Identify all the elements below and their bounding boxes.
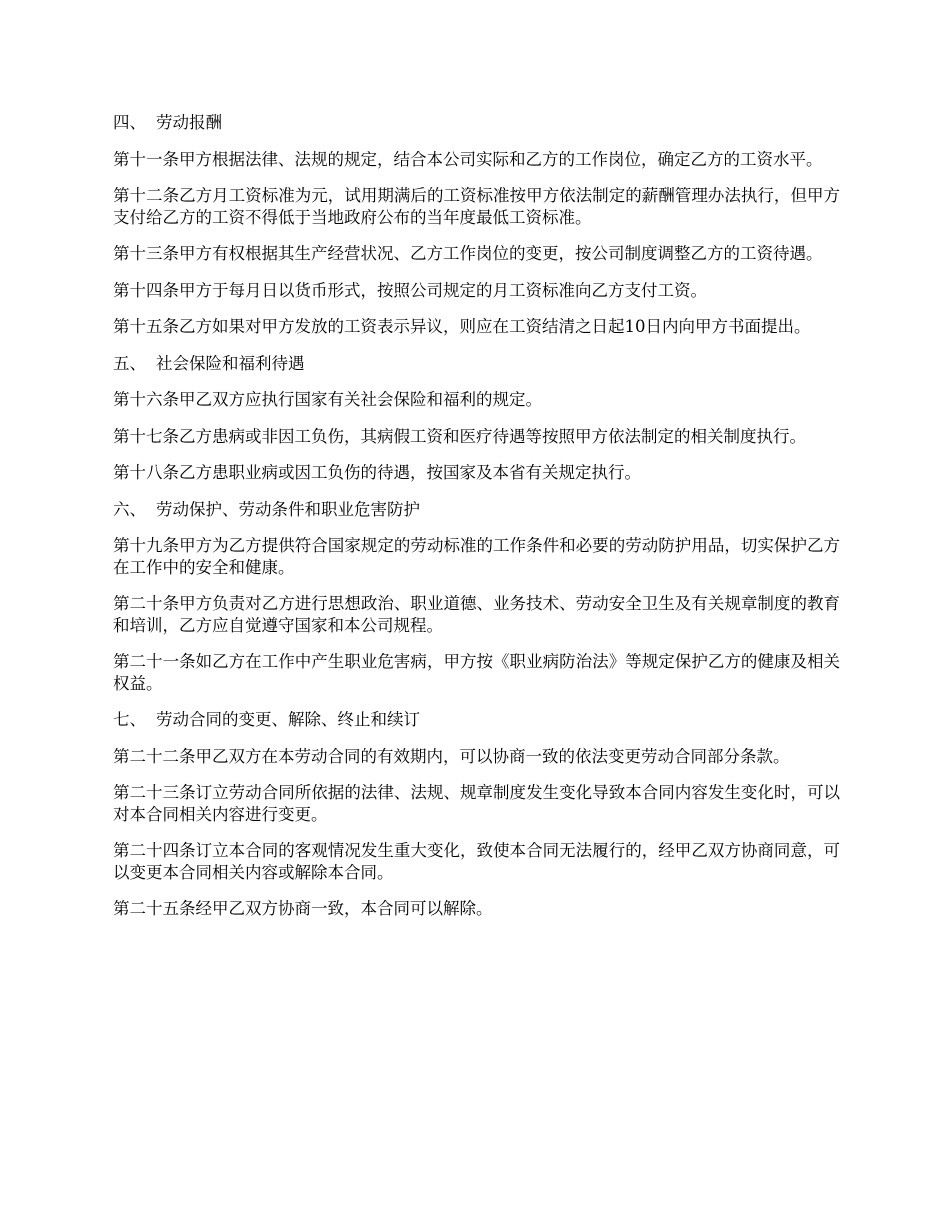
article-22: 第二十二条甲乙双方在本劳动合同的有效期内，可以协商一致的依法变更劳动合同部分条款。 [113,746,790,766]
article-24: 第二十四条订立本合同的客观情况发生重大变化，致使本合同无法履行的，经甲乙双方协商同意，可以变更本合同相关内容或解除本合同。 [113,841,840,882]
article-17: 第十七条乙方患病或非因工负伤，其病假工资和医疗待遇等按照甲方依法制定的相关制度执行。 [113,426,806,446]
section-title: 劳动保护、劳动条件和职业危害防护 [156,499,420,519]
section-heading-7 [113,709,840,731]
article-11: 第十一条甲方根据法律、法规的规定，结合本公司实际和乙方的工作岗位，确定乙方的工资水平。 [113,149,823,169]
article-25: 第二十五条经甲乙双方协商一致，本合同可以解除。 [113,899,493,918]
section-number: 七、 [113,710,146,729]
article-14: 第十四条甲方于每月日以货币形式，按照公司规定的月工资标准向乙方支付工资。 [113,280,707,300]
section-number: 四、 [113,113,146,132]
document-page [113,112,840,935]
section-title: 劳动合同的变更、解除、终止和续订 [156,710,420,729]
section-heading-6 [113,499,840,521]
section-heading-5 [113,353,840,375]
article-12: 第十二条乙方月工资标准为元，试用期满后的工资标准按甲方依法制定的薪酬管理办法执行，但甲方支付给乙方的工资不得低于当地政府公布的当年度最低工资标准。 [113,186,840,227]
section-heading-4 [113,112,840,134]
section-number: 五、 [113,353,146,373]
article-21: 第二十一条如乙方在工作中产生职业危害病，甲方按《职业病防治法》等规定保护乙方的健康及相关权益。 [113,652,840,693]
article-19: 第十九条甲方为乙方提供符合国家规定的劳动标准的工作条件和必要的劳动防护用品，切实保护乙方在工作中的安全和健康。 [113,536,840,577]
section-title: 社会保险和福利待遇 [156,353,305,373]
article-15: 第十五条乙方如果对甲方发放的工资表示异议，则应在工资结清之日起10日内向甲方书面提出。 [113,317,811,336]
article-16: 第十六条甲乙双方应执行国家有关社会保险和福利的规定。 [113,390,542,409]
article-18: 第十八条乙方患职业病或因工负伤的待遇，按国家及本省有关规定执行。 [113,463,641,482]
article-20: 第二十条甲方负责对乙方进行思想政治、职业道德、业务技术、劳动安全卫生及有关规章制度的教育和培训，乙方应自觉遵守国家和本公司规程。 [113,594,840,635]
section-number: 六、 [113,499,146,519]
article-23: 第二十三条订立劳动合同所依据的法律、法规、规章制度发生变化导致本合同内容发生变化时，可以对本合同相关内容进行变更。 [113,783,840,824]
article-13: 第十三条甲方有权根据其生产经营状况、乙方工作岗位的变更，按公司制度调整乙方的工资待遇。 [113,244,823,263]
section-title: 劳动报酬 [156,113,222,132]
